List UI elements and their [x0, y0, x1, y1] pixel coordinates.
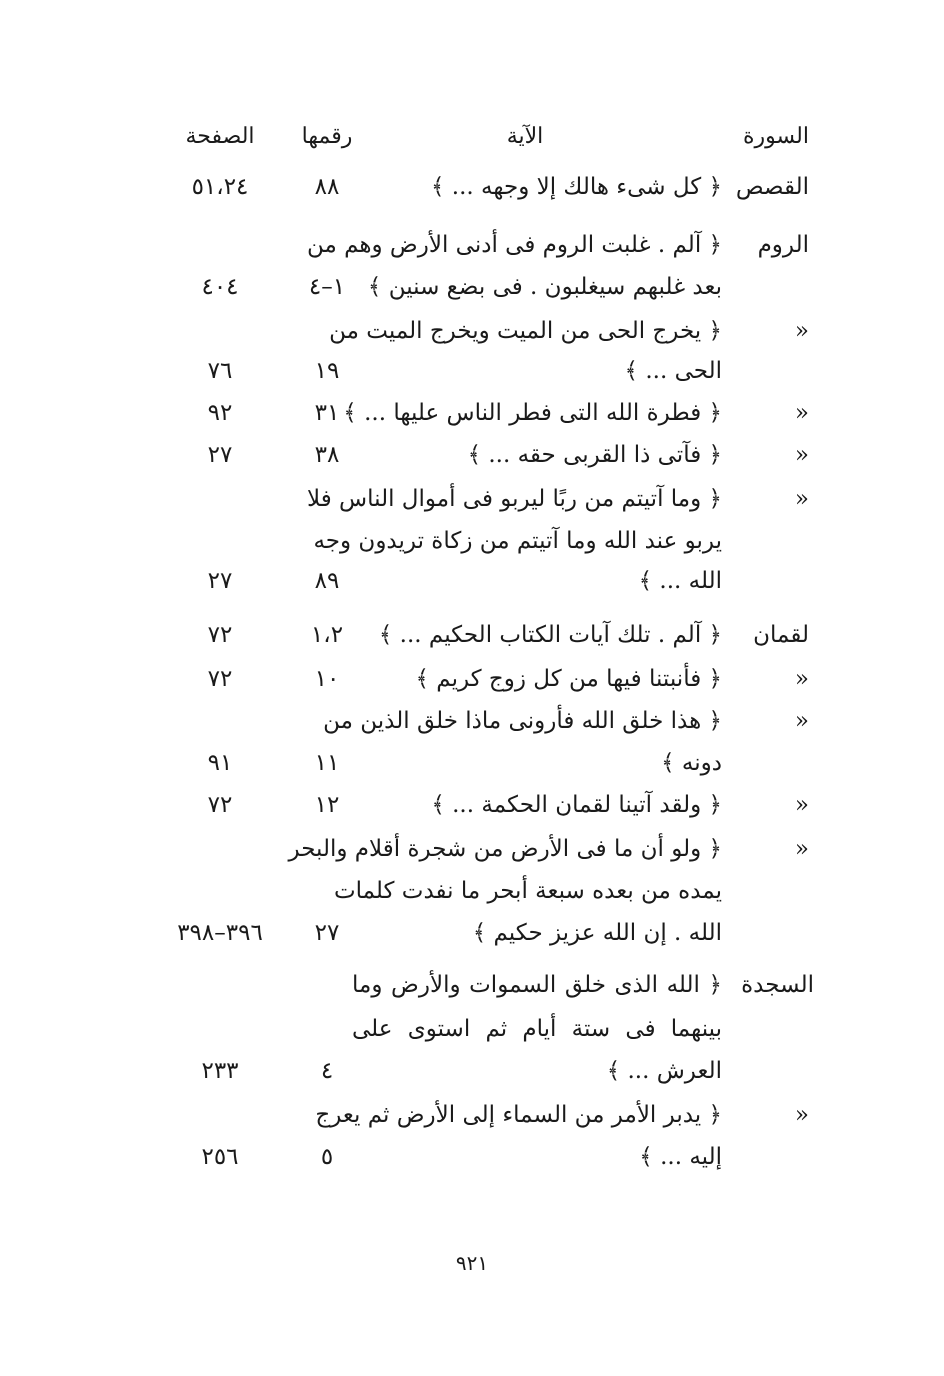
sura-ditto: «	[794, 792, 809, 818]
ayah-line: العرش ... ﴾	[606, 1058, 722, 1084]
ayah-line: ﴿ آلم . غلبت الروم فى أدنى الأرض وهم من	[306, 232, 722, 258]
ayah-number: ٣٨	[314, 442, 340, 468]
sura-ditto: «	[794, 318, 809, 344]
ayah-number: ٥	[320, 1144, 334, 1170]
header-sura: السورة	[743, 124, 809, 149]
sura-name: لقمان	[753, 622, 809, 648]
ayah-number: ٤	[320, 1058, 334, 1084]
ayah-line: ﴿ فطرة الله التى فطر الناس عليها ... ﴾	[343, 400, 722, 426]
ayah-line: إليه ... ﴾	[639, 1144, 722, 1170]
header-page: الصفحة	[185, 124, 255, 149]
ayah-number: ١٠	[314, 666, 340, 692]
sura-name: السجدة	[741, 972, 814, 998]
sura-ditto: «	[794, 836, 809, 862]
page-ref: ٧٢	[207, 622, 233, 648]
page-ref: ٧٦	[207, 358, 233, 384]
page-ref: ٤٠٤	[201, 274, 239, 300]
ayah-number: ١٩	[314, 358, 340, 384]
sura-ditto: «	[794, 1102, 809, 1128]
ayah-line: الحى ... ﴾	[624, 358, 722, 384]
page-ref: ٢٥٦	[201, 1144, 239, 1170]
ayah-number: ٣١	[314, 400, 340, 426]
ayah-line: الله . إن الله عزيز حكيم ﴾	[472, 920, 722, 946]
page-ref: ٢٣٣	[201, 1058, 239, 1084]
ayah-line: الله ... ﴾	[638, 568, 722, 594]
ayah-line: بينهما فى ستة أيام ثم استوى على	[352, 1016, 722, 1042]
page-ref: ٩٢	[207, 400, 233, 426]
ayah-number: ٢٧	[314, 920, 340, 946]
ayah-line: ﴿ كل شىء هالك إلا وجهه ... ﴾	[431, 174, 722, 200]
ayah-line: ﴿ يخرج الحى من الميت ويخرج الميت من	[329, 318, 722, 344]
page-ref: ٧٢	[207, 666, 233, 692]
sura-ditto: «	[794, 708, 809, 734]
ayah-line: ﴿ آلم . تلك آيات الكتاب الحكيم ... ﴾	[378, 622, 722, 648]
ayah-number: ١،٢	[310, 622, 344, 648]
page-ref: ٥١،٢٤	[191, 174, 249, 200]
sura-ditto: «	[794, 666, 809, 692]
ayah-line: ﴿ فآتى ذا القربى حقه ... ﴾	[467, 442, 722, 468]
ayah-line: ﴿ ولقد آتينا لقمان الحكمة ... ﴾	[431, 792, 722, 818]
page-ref: ٧٢	[207, 792, 233, 818]
ayah-number: ١–٤	[308, 274, 346, 300]
ayah-line: ﴿ الله الذى خلق السموات والأرض وما	[352, 972, 722, 998]
ayah-number: ١١	[314, 750, 340, 776]
ayah-number: ١٢	[314, 792, 340, 818]
ayah-line: يربو عند الله وما آتيتم من زكاة تريدون وجه	[313, 528, 722, 554]
sura-ditto: «	[794, 400, 809, 426]
ayah-line: يمده من بعده سبعة أبحر ما نفدت كلمات	[333, 878, 722, 904]
sura-ditto: «	[794, 486, 809, 512]
ayah-line: ﴿ وما آتيتم من ربًا ليربو فى أموال الناس فلا	[307, 486, 722, 512]
ayah-line: ﴿ ولو أن ما فى الأرض من شجرة أقلام والبحر	[288, 836, 722, 862]
page-ref: ٣٩٦–٣٩٨	[177, 920, 263, 946]
header-ayah: الآية	[506, 124, 544, 149]
sura-name: القصص	[735, 174, 809, 200]
ayah-line: ﴿ هذا خلق الله فأرونى ماذا خلق الذين من	[323, 708, 722, 734]
page-ref: ٢٧	[207, 442, 233, 468]
ayah-line: ﴿ فأنبتنا فيها من كل زوج كريم ﴾	[415, 666, 722, 692]
ayah-line: دونه ﴾	[661, 750, 722, 776]
header-number: رقمها	[301, 124, 353, 149]
ayah-number: ٨٨	[314, 174, 340, 200]
page-number: ٩٢١	[455, 1251, 489, 1275]
page-ref: ٢٧	[207, 568, 233, 594]
sura-ditto: «	[794, 442, 809, 468]
ayah-line: بعد غلبهم سيغلبون . فى بضع سنين ﴾	[367, 274, 722, 300]
sura-name: الروم	[757, 232, 809, 258]
page-ref: ٩١	[207, 750, 233, 776]
ayah-number: ٨٩	[314, 568, 340, 594]
ayah-line: ﴿ يدبر الأمر من السماء إلى الأرض ثم يعرج	[315, 1102, 722, 1128]
